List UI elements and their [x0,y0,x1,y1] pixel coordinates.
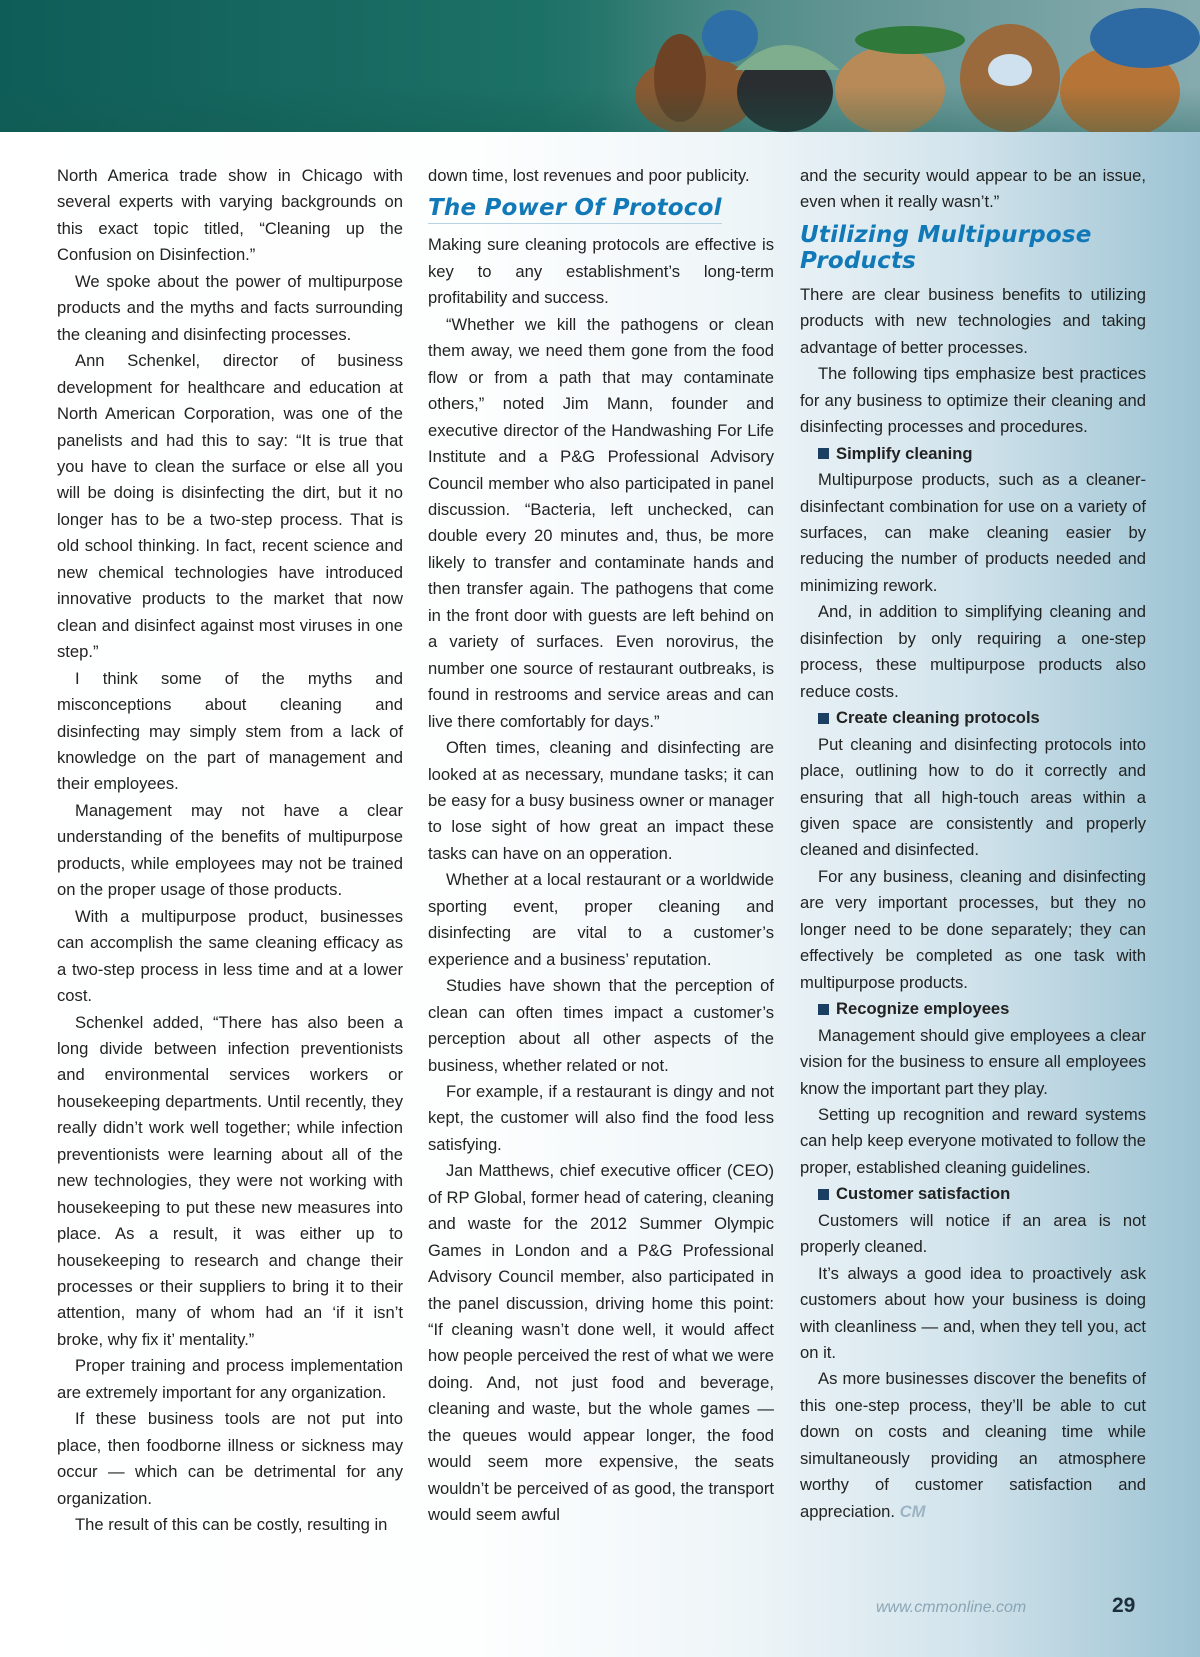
section-heading: The Power Of Protocol [428,195,722,224]
paragraph: Jan Matthews, chief executive officer (CEO) of RP Global, former head of catering, cleaning and waste for the 2012 Summer Olympic Games in London and a P&G Professional Advisory Council member, also participated in the panel discussion, driving home this point: “If cleaning wasn’t done well, it would affect how people perceived the rest of what we were doing. And, not just food and beverage, cleaning and waste, but the whole games — the queues would appear longer, the food would seem more expensive, the seats wouldn’t be perceived of as good, the transport would seem awful [428,1161,774,1525]
paragraph: We spoke about the power of multipurpose products and the myths and facts surrounding the cleaning and disinfecting processes. [57,271,403,344]
paragraph: Put cleaning and disinfecting protocols into place, outlining how to do it correctly and ensuring that all high-touch areas within a given space are consistently and properly cleaned and disinfected. [800,734,1146,860]
end-mark: CM [899,1501,926,1521]
square-bullet-icon [818,448,829,459]
paragraph: Proper training and process implementation are extremely important for any organization. [57,1356,403,1402]
paragraph: For example, if a restaurant is dingy and not kept, the customer will also find the food less satisfying. [428,1081,774,1154]
paragraph: Ann Schenkel, director of business development for healthcare and education at North American Corporation, was one of the panelists and had this to say: “It is true that you have to clean the surface or else all you will be doing is disinfecting the dirt, but it no longer has to be a two-step process. That is old school thinking. In fact, recent science and new chemical technologies have introduced innovative products to the market that now clean and disinfect against most viruses in one step.” [57,351,403,662]
paragraph: Whether at a local restaurant or a worldwide sporting event, proper cleaning and disinfecting are vital to a customer’s experience and a business’ reputation. [428,870,774,969]
paragraph: Making sure cleaning protocols are effective is key to any establishment’s long-term profitability and success. [428,235,774,308]
paragraph: I think some of the myths and misconceptions about cleaning and disinfecting may simply stem from a lack of knowledge on the part of management and their employees. [57,668,403,794]
paragraph: Management may not have a clear understanding of the benefits of multipurpose products, while employees may not be trained on the proper usage of those products. [57,800,403,900]
paragraph: The result of this can be costly, resulting in [75,1515,388,1535]
page-number: 29 [1112,1594,1136,1617]
paragraph: There are clear business benefits to utilizing products with new technologies and taking advantage of better processes. [800,284,1146,357]
subheading-simplify-cleaning [800,441,1146,467]
paragraph: Often times, cleaning and disinfecting are looked at as necessary, mundane tasks; it can be easy for a busy business owner or manager to lose sight of how great an impact these tasks can have on an opperation. [428,738,774,863]
paragraph: Customers will notice if an area is not properly cleaned. [800,1210,1146,1257]
paragraph: Schenkel added, “There has also been a long divide between infection preventionists and environmental services workers or housekeeping departments. Until recently, they really didn’t work well together; while infection preventionists were learning about all of the new technologies, they were not working with housekeeping to put these new measures into place. As a result, it was either up to housekeeping to research and change their processes or their suppliers to bring it to their attention, many of whom had an ‘if it isn’t broke, why fix it’ mentality.” [57,1012,403,1349]
column-1 [57,163,403,1539]
paragraph: Management should give employees a clear vision for the business to ensure all employees know the important part they play. [800,1025,1146,1098]
subheading-recognize-employees [800,996,1146,1022]
square-bullet-icon [818,1189,829,1200]
paragraph: It’s always a good idea to proactively ask customers about how your business is doing with cleanliness — and, when they tell you, act on it. [800,1263,1146,1363]
paragraph: North America trade show in Chicago with several experts with varying backgrounds on this exact topic titled, “Cleaning up the Confusion on Disinfection.” [57,166,403,265]
paragraph: Studies have shown that the perception of clean can often times impact a customer’s perception about all other aspects of the business, whether related or not. [428,976,774,1075]
paragraph: For any business, cleaning and disinfecting are very important processes, but they no longer need to be done separately; they can effectively be completed as one task with multipurpose products. [800,866,1146,992]
paragraph: and the security would appear to be an issue, even when it really wasn’t.” [800,166,1146,212]
square-bullet-icon [818,713,829,724]
paragraph: down time, lost revenues and poor publicity. [428,166,750,185]
square-bullet-icon [818,1004,829,1015]
subheading-customer-satisfaction [800,1181,1146,1207]
paragraph-final [800,1366,1146,1525]
column-3 [800,163,1146,1525]
column-2 [428,163,774,1529]
paragraph: Setting up recognition and reward systems can help keep everyone motivated to follow the proper, established cleaning guidelines. [800,1104,1146,1177]
subheading-create-protocols [800,705,1146,731]
paragraph: Multipurpose products, such as a cleaner-disinfectant combination for use on a variety of surfaces, can make cleaning easier by reducing the number of products needed and minimizing rework. [800,470,1146,595]
subheading-label: Create cleaning protocols [836,708,1040,728]
paragraph: The following tips emphasize best practices for any business to optimize their cleaning and disinfecting processes and procedures. [800,364,1146,437]
section-heading: Utilizing Multipurpose Products [800,221,1092,274]
paragraph: And, in addition to simplifying cleaning and disinfection by only requiring a one-step process, these multipurpose products also reduce costs. [800,602,1146,701]
footer-url: www.cmmonline.com [876,1599,1027,1616]
paragraph: “Whether we kill the pathogens or clean them away, we need them gone from the food flow or from a path that may contaminate others,” noted Jim Mann, founder and executive director of the Handwashing For Life Institute and a P&G Professional Advisory Council member who also participated in panel discussion. “Bacteria, left unchecked, can double every 20 minutes and, thus, be more likely to transfer and contaminate hands and then transfer again. The pathogens that come in the front door with guests are left behind on a variety of surfaces. Even norovirus, the number one source of restaurant outbreaks, is found in restrooms and service areas and can live there comfortably for days.” [428,314,774,731]
paragraph: With a multipurpose product, businesses can accomplish the same cleaning efficacy as a two-step process in less time and at a lower cost. [57,906,403,1006]
subheading-label: Recognize employees [836,999,1010,1019]
paragraph-text: As more businesses discover the benefits of this one-step process, they’ll be able to cut down on costs and cleaning time while simultaneously providing an atmosphere worthy of customer satisfaction and appreciation. [800,1369,1146,1521]
subheading-label: Customer satisfaction [836,1184,1011,1204]
paragraph: If these business tools are not put into place, then foodborne illness or sickness may occur — which can be detrimental for any organization. [57,1409,403,1508]
subheading-label: Simplify cleaning [836,443,973,463]
